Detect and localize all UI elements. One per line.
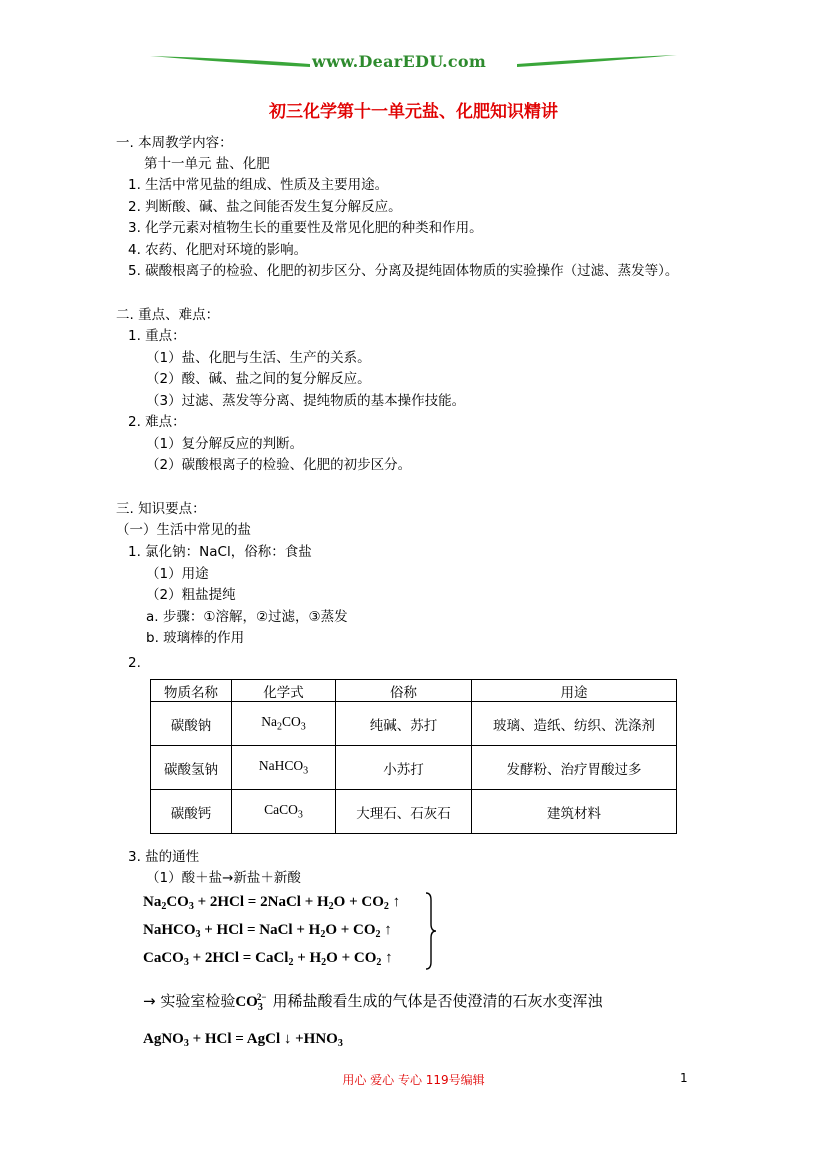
difficult-point-item: （1）复分解反应的判断。 [146,436,304,452]
usage: 玻璃、造纸、纺织、洗涤剂 [472,702,677,746]
substance-name: 碳酸钙 [151,790,232,834]
usage: 建筑材料 [472,790,677,834]
key-points-label: 1. 重点： [128,328,186,344]
salt-subitem: （2）粗盐提纯 [146,587,236,603]
common-name: 纯碱、苏打 [336,702,472,746]
substance-name: 碳酸氢钠 [151,746,232,790]
equation-4: AgNO$_3$ + HCl = AgCl ↓ $+HNO_3$ [143,1031,343,1049]
equation-3: CaCO$_3$ + 2HCl = CaCl$_2$ + $H_2O + CO_2$ ↑ [143,950,393,968]
section1-item: 2. 判断酸、碱、盐之间能否发生复分解反应。 [128,199,402,215]
table-row [151,746,677,790]
chemical-formula: CaCO$_3$ [232,790,336,834]
common-name: 大理石、石灰石 [336,790,472,834]
purification-step: a. 步骤：①溶解，②过滤，③蒸发 [146,609,348,625]
section2-heading: 二. 重点、难点： [116,307,220,323]
common-name: 小苏打 [336,746,472,790]
site-logo[interactable]: www.DearEDU.com [312,52,487,71]
carbonate-ion: $CO_3^{2-}$ [235,992,267,1013]
key-point-item: （1）盐、化肥与生活、生产的关系。 [146,350,371,366]
salt-item-2: 2. [128,655,141,671]
usage: 发酵粉、治疗胃酸过多 [472,746,677,790]
table-row [151,702,677,746]
equation-1: $Na_2CO_3 + 2HCl$ = 2NaCl + $H_2O + CO_2$ ↑ [143,894,401,912]
right-brace-icon [424,892,438,970]
salt-table [150,679,677,834]
section1-item: 5. 碳酸根离子的检验、化肥的初步区分、分离及提纯固体物质的实验操作（过滤、蒸发等）。 [128,263,679,279]
subsection-heading: （一）生活中常见的盐 [116,522,251,538]
substance-name: 碳酸钠 [151,702,232,746]
column-header: 化学式 [232,680,336,702]
salt-subitem: （1）用途 [146,566,209,582]
section1-heading: 一. 本周教学内容： [116,135,233,151]
difficult-points-label: 2. 难点： [128,414,186,430]
table-header-row [151,680,677,702]
section3-heading: 三. 知识要点： [116,501,206,517]
section1-item: 4. 农药、化肥对环境的影响。 [128,242,308,258]
salt-item: 1. 氯化钠：NaCl，俗称：食盐 [128,544,312,560]
page-title: 初三化学第十一单元盐、化肥知识精讲 [269,102,558,122]
column-header: 俗称 [336,680,472,702]
table-row [151,790,677,834]
glass-rod-role: b. 玻璃棒的作用 [146,630,245,646]
chemical-formula: NaHCO$_3$ [232,746,336,790]
equation-2: NaHCO$_3$ + HCl = NaCl + $H_2O + CO_2$ ↑ [143,922,392,940]
column-header: 用途 [472,680,677,702]
section1-unit: 第十一单元 盐、化肥 [144,156,270,172]
section1-item: 1. 生活中常见盐的组成、性质及主要用途。 [128,177,389,193]
key-point-item: （2）酸、碱、盐之间的复分解反应。 [146,371,371,387]
carbonate-test-note: → 实验室检验$CO_3^{2-}$ 用稀盐酸看生成的气体是否使澄清的石灰水变浑浊 [143,992,603,1013]
section1-item: 3. 化学元素对植物生长的重要性及常见化肥的种类和作用。 [128,220,483,236]
difficult-point-item: （2）碳酸根离子的检验、化肥的初步区分。 [146,457,412,473]
page-number: 1 [680,1071,688,1085]
column-header: 物质名称 [151,680,232,702]
footer-text: 用心 爱心 专心 119号编辑 [342,1073,485,1087]
salt-properties-heading: 3. 盐的通性 [128,849,200,865]
chemical-formula: $Na_2CO_3$ [232,702,336,746]
key-point-item: （3）过滤、蒸发等分离、提纯物质的基本操作技能。 [146,393,466,409]
reaction-rule: （1）酸＋盐→新盐＋新酸 [146,870,301,886]
